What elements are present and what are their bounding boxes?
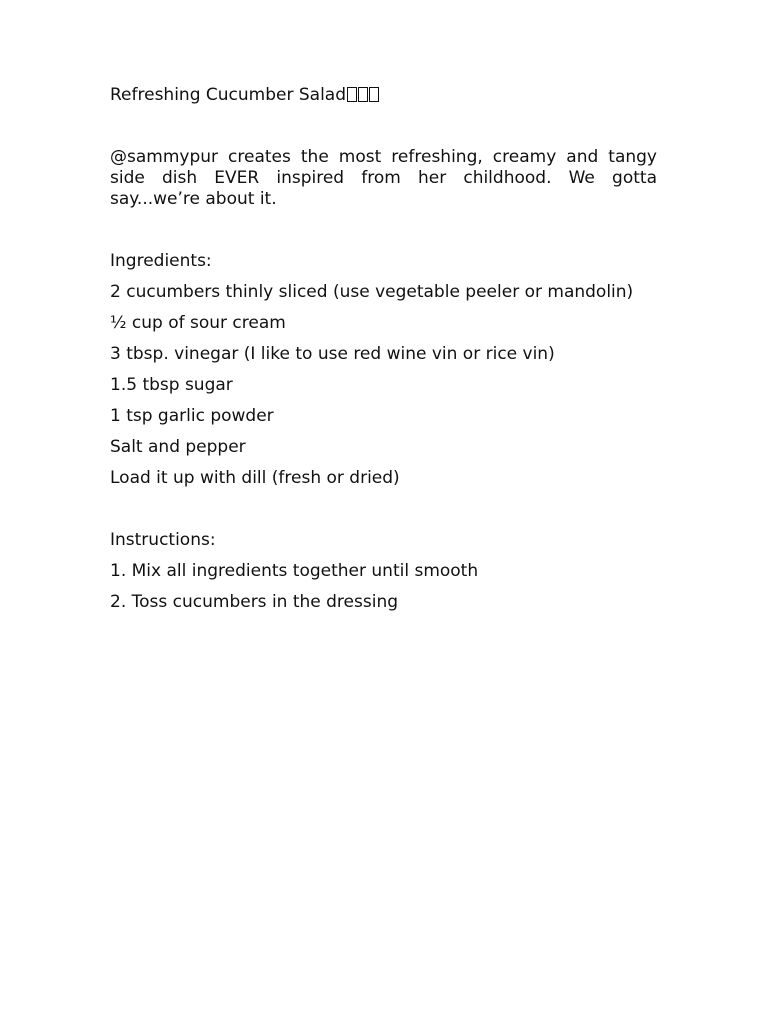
instructions-list: [110, 561, 657, 613]
ingredients-list: [110, 282, 657, 489]
instruction-step: 2. Toss cucumbers in the dressing: [110, 592, 399, 612]
recipe-document: [110, 85, 657, 623]
ingredient-item: Load it up with dill (fresh or dried): [110, 468, 400, 488]
missing-glyph-icon: [358, 87, 368, 102]
ingredients-heading: Ingredients:: [110, 251, 212, 271]
missing-glyph-icon: [369, 87, 379, 102]
ingredient-item: 3 tbsp. vinegar (I like to use red wine vin or rice vin): [110, 344, 555, 364]
recipe-title: Refreshing Cucumber Salad: [110, 85, 346, 105]
ingredient-item: 2 cucumbers thinly sliced (use vegetable peeler or mandolin): [110, 282, 634, 302]
ingredient-item: ½ cup of sour cream: [110, 313, 286, 333]
instruction-step: 1. Mix all ingredients together until smooth: [110, 561, 479, 581]
ingredient-item: Salt and pepper: [110, 437, 246, 457]
missing-glyph-icon: [347, 87, 357, 102]
recipe-title-line: [110, 85, 657, 106]
instructions-heading: Instructions:: [110, 530, 216, 550]
ingredient-item: 1.5 tbsp sugar: [110, 375, 233, 395]
ingredient-item: 1 tsp garlic powder: [110, 406, 274, 426]
recipe-intro: @sammypur creates the most refreshing, creamy and tangy side dish EVER inspired from her childhood. We gotta say...we’re about it.: [110, 147, 657, 209]
section-spacer: [110, 499, 657, 530]
